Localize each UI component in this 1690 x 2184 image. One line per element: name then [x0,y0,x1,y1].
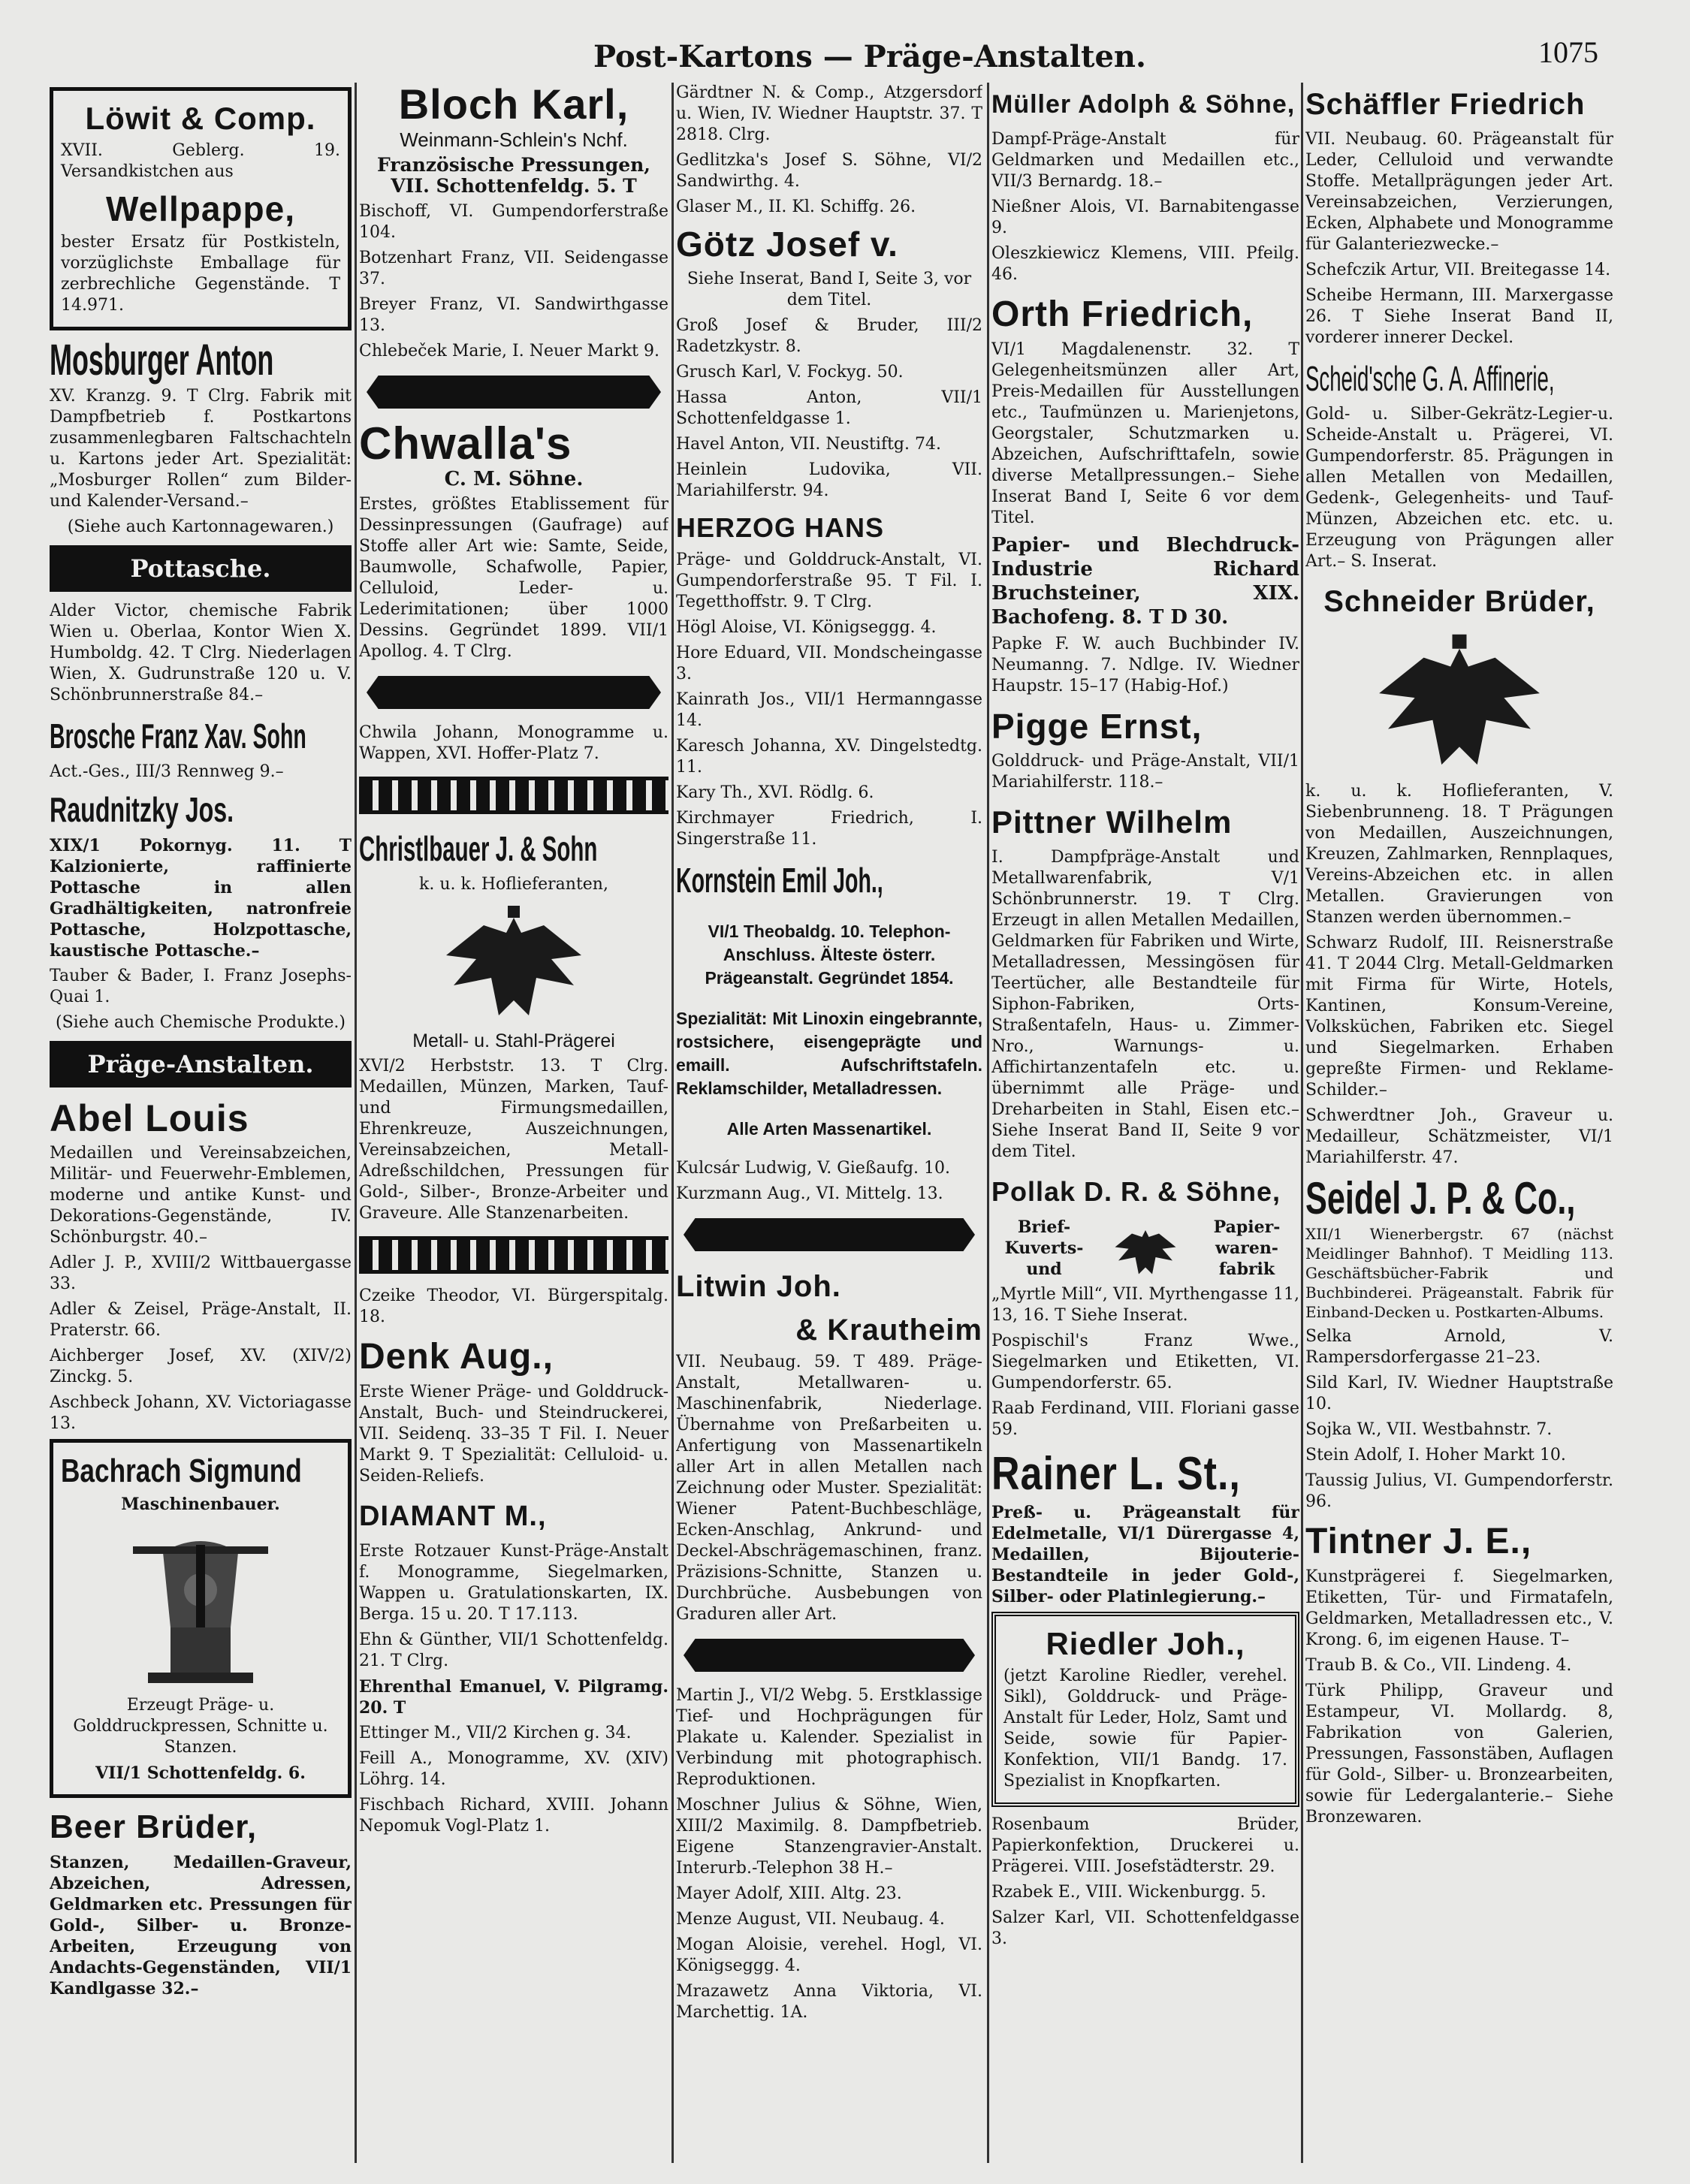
advertiser-name: Pigge Ernst, [991,707,1203,746]
advertiser-name: Denk Aug., [359,1337,554,1377]
entry-text: Erstes, größtes Etablissement für Dessinpressungen (Gaufrage) auf Stoffe aller Art wie: Samte, Seide, Baumwolle, Schafwolle, Papier, Celluloid, Leder- u. Lederimitationen; über 1000 Dessins. Gegründet 1899. VII/1 Apollog. 4. T Clrg. [359,495,668,661]
entry-text: XV. Kranzg. 9. T Clrg. Fabrik mit Dampfbetrieb f. Postkartons zusammenlegbaren Faltschachteln u. Kartons jeder Art. Spezialität: „Mosburger Rollen“ zum Bilder- und Kalender-Versand.– [50,387,352,511]
advertiser-name: Bachrach Sigmund [61,1452,302,1489]
column-3 [676,83,982,2163]
entry: Chwila Johann, Monogramme u. Wappen, XVI. Hoffer-Platz 7. [359,723,668,763]
entry: Ehrenthal Emanuel, V. Pilgramg. 20. T [359,1677,668,1718]
double-eagle-emblem [1369,631,1550,774]
entry: Adler & Zeisel, Präge-Anstalt, II. Praterstr. 66. [50,1300,352,1340]
entry: Bischoff, VI. Gumpendorferstraße 104. [359,202,668,242]
ad-bachrach [50,1439,352,1798]
decorative-band [684,1218,975,1251]
entry-text: Papier-waren-fabrik [1213,1217,1281,1279]
advertiser-name: Orth Friedrich, [991,294,1254,334]
entry: Martin J., VI/2 Webg. 5. Erstklassige Tief- und Hochprägungen für Plakate u. Kalender. Spezialist in Verbindung mit photographisch. Reproduktionen. [676,1686,982,1789]
entry-text: XVII. Geblerg. 19. Versandkistchen aus [61,141,340,181]
entry: Adler J. P., XVIII/2 Wittbauergasse 33. [50,1253,352,1293]
entry: Moschner Julius & Söhne, Wien, XIII/2 Maximilg. 8. Dampfbetrieb. Eigene Stanzengravier-Anstalt. Interurb.-Telephon 38 H.– [676,1796,982,1878]
advertiser-name: HERZOG HANS [676,512,885,543]
advertiser-name: Riedler Joh., [1046,1626,1245,1661]
advertiser-name: Schäffler Friedrich [1305,88,1586,121]
entry-text: XII/1 Wienerbergstr. 67 (nächst Meidlinger Bahnhof). T Meidling 113. Geschäftsbücher-Fabrik und Buchbinderei. Prägeanstalt. Fabrik für Einband-Decken u. Postkarten-Albums. [1305,1225,1613,1321]
entry-text: Kunstprägerei f. Siegelmarken, Etiketten, Tür- und Firmatafeln, Geldmarken, Metalladressen etc., V. Krong. 6, im eigenen Hause. T– [1305,1567,1613,1649]
ad-riedler [991,1612,1299,1807]
entry: Aschbeck Johann, XV. Victoriagasse 13. [50,1393,352,1433]
column-1 [50,83,352,2163]
column-rule [355,83,357,2163]
entry: Kirchmayer Friedrich, I. Singerstraße 11. [676,809,982,849]
entry: Feill A., Monogramme, XV. (XIV) Löhrg. 14. [359,1749,668,1789]
entry-text: VII. Neubaug. 60. Prägeanstalt für Leder, Celluloid und verwandte Stoffe. Metallprägungen jeder Art. Vereinsabzeichen, Verzierungen, Ecken, Alphabete und Monogramme für Galanteriezwecke.– [1305,130,1613,254]
entry: Hassa Anton, VII/1 Schottenfeldgasse 1. [676,388,982,428]
entry-text: Stanzen, Medaillen-Graveur, Abzeichen, Adressen, Geldmarken etc. Pressungen für Gold-, Silber- u. Bronze-Arbeiten, Erzeugung von Andachts-Gegenständen, VII/1 Kandlgasse 32.– [50,1853,352,1998]
entry-text: Erste Wiener Präge- und Golddruck-Anstalt, Buch- und Steindruckerei, VII. Seidenq. 33–35 T Fil. I. Neuer Markt 9. T Spezialität: Celluloid- u. Seiden-Reliefs. [359,1383,668,1486]
entry: Botzenhart Franz, VII. Seidengasse 37. [359,249,668,288]
advertiser-name: Raudnitzky Jos. [50,790,234,829]
advertiser-name: Scheid'sche G. A. Affinerie, [1305,359,1555,398]
double-eagle-emblem [1112,1220,1179,1281]
entry-text: VI/1 Magdalenenstr. 32. T Gelegenheitsmünzen aller Art, Preis-Medaillen für Ausstellungen etc., Taufmünzen u. Marienjetons, Georgstaler, Schutzmarken u. Abzeichen, Aufschrifttafeln, sowie diverse Metallpressungen.– Siehe Inserat Band I, Seite 6 vor dem Titel. [991,340,1299,527]
column-rule [987,83,989,2163]
section-heading: Präge-Anstalten. [50,1041,352,1087]
advertiser-name: Götz Josef v. [676,225,898,264]
advertiser-subtitle: k. u. k. Hoflieferanten, [419,875,608,894]
advertiser-name: Schneider Brüder, [1323,585,1595,618]
advertiser-name: Brosche Franz Xav. Sohn [50,716,306,756]
advertiser-name: Christlbauer J. & Sohn [359,829,598,868]
entry-note: (Siehe auch Kartonnagewaren.) [67,517,334,536]
entry: Schefczik Artur, VII. Breitegasse 14. [1305,261,1611,279]
pollak-emblem-row [991,1217,1299,1284]
column-4 [991,83,1299,2163]
entry: Taussig Julius, VI. Gumpendorferstr. 96. [1305,1471,1613,1511]
entry: Rosenbaum Brüder, Papierkonfektion, Druckerei u. Prägerei. VIII. Josefstädterstr. 29. [991,1815,1299,1876]
advertiser-name: Pittner Wilhelm [991,804,1233,840]
entry: Kary Th., XVI. Rödlg. 6. [676,783,874,802]
entry: Salzer Karl, VII. Schottenfeldgasse 3. [991,1908,1299,1948]
press-machine-illustration [118,1522,283,1688]
entry: Högl Aloise, VI. Königseggg. 4. [676,618,937,637]
entry-note: (Siehe auch Chemische Produkte.) [56,1013,346,1032]
entry: Selka Arnold, V. Rampersdorfergasse 21–23. [1305,1327,1613,1367]
entry: Mogan Aloisie, verehel. Hogl, VI. Königseggg. 4. [676,1935,982,1975]
entry: Schwerdtner Joh., Graveur u. Medailleur, Schätzmeister, VI/1 Mariahilferstr. 47. [1305,1106,1613,1167]
ornament-border [359,777,668,814]
entry: Hore Eduard, VII. Mondscheingasse 3. [676,644,982,683]
entry: Menze August, VII. Neubaug. 4. [676,1910,945,1929]
column-2 [359,83,668,2163]
entry: Pospischil's Franz Wwe., Siegelmarken und Etiketten, VI. Gumpendorferstr. 65. [991,1332,1299,1392]
entry: Sild Karl, IV. Wiedner Hauptstraße 10. [1305,1374,1613,1413]
page-number: 1075 [1538,35,1598,69]
advertiser-caption: Metall- u. Stahl-Prägerei [412,1030,615,1051]
advertiser-subtitle: Maschinenbauer. [121,1495,280,1514]
advertiser-name: Beer Brüder, [50,1808,258,1845]
entry: Aichberger Josef, XV. (XIV/2) Zinckg. 5. [50,1347,352,1386]
advertiser-name: Rainer L. St., [991,1448,1241,1501]
entry-text: Alle Arten Massenartikel. [726,1119,932,1139]
entry-text: bester Ersatz für Postkisteln, vorzüglichste Emballage für zerbrechliche Gegenstände. T 14.971. [61,233,340,315]
entry-text: k. u. k. Hoflieferanten, V. Siebenbrunneng. 18. T Prägungen von Medaillen, Auszeichnungen, Kreuzen, Zahlmarken, Rennplaques, Vereins-Abzeichen etc. in allen Metallen. Gravierungen von Stanzen werden übernommen.– [1305,782,1613,927]
entry-text: (jetzt Karoline Riedler, verehel. Sikl), Golddruck- und Präge-Anstalt für Leder, Holz, Samt und Seide, sowie für Papier-Konfektion, VII/1 Bandg. 17. Spezialist in Knopfkarten. [1003,1667,1287,1790]
entry: Karesch Johanna, XV. Dingelstedtg. 11. [676,737,982,777]
entry: Chlebeček Marie, I. Neuer Markt 9. [359,342,659,360]
page-header [0,33,1690,78]
advertiser-name: & Krautheim [795,1314,982,1347]
entry: Gedlitzka's Josef S. Söhne, VI/2 Sandwirthg. 4. [676,151,982,191]
entry-text: Golddruck- und Präge-Anstalt, VII/1 Mariahilferstr. 118.– [991,752,1299,792]
entry-text: Erste Rotzauer Kunst-Präge-Anstalt f. Monogramme, Siegelmarken, Wappen u. Gratulationskarten, IX. Berga. 15 u. 20. T 17.113. [359,1542,668,1624]
entry: Papke F. W. auch Buchbinder IV. Neumanng. 7. Ndlge. IV. Wiedner Haupstr. 15–17 (Habig-Hof.) [991,635,1299,695]
advertiser-name: Mosburger Anton [50,336,274,385]
entry: Kurzmann Aug., VI. Mittelg. 13. [676,1184,943,1203]
advertiser-name: Abel Louis [50,1097,249,1139]
product-name: Wellpappe, [106,189,295,228]
page-title: Post-Kartons — Präge-Anstalten. [593,39,1146,74]
entry-text: Brief-Kuverts- und [1004,1217,1084,1279]
entry-text: I. Dampfpräge-Anstalt und Metallwarenfabrik, V/1 Schönbrunnerstr. 19. T Clrg. Erzeugt in allen Metallen Medaillen, Geldmarken für Fabriken und Wirte, Metalladressen, Messingösen für Teertücher, alle Bestandteile für Siphon-Fabriken, Orts-Straßentafeln, Haus- u. Zimmer-Nro., Warnungs- u. Affichirtanzentafeln etc. u. übernimmt alle Präge- und Dreharbeiten in Stahl, Eisen etc.– Siehe Inserat Band II, Seite 9 vor dem Titel. [991,848,1299,1161]
column-rule [1301,83,1303,2163]
entry: Mayer Adolf, XIII. Altg. 23. [676,1884,902,1903]
entry-text: Französische Pressungen, VII. Schottenfeldg. 5. T [376,154,651,197]
entry: Papier- und Blechdruck-Industrie Richard Bruchsteiner, XIX. Bachofeng. 8. T D 30. [991,534,1299,629]
entry: Heinlein Ludovika, VII. Mariahilferstr. 94. [676,460,982,500]
advertiser-name: Löwit & Comp. [85,101,316,136]
column-5 [1305,83,1613,2163]
entry: Scheibe Hermann, III. Marxergasse 26. T Siehe Inserat Band II, vorderer innerer Deckel. [1305,286,1613,347]
advertiser-name: Litwin Joh. [676,1270,841,1303]
advertiser-address: VII/1 Schottenfeldg. 6. [95,1763,306,1783]
entry: Rzabek E., VIII. Wickenburgg. 5. [991,1883,1266,1902]
ad-lowit [50,87,352,330]
entry: Oleszkiewicz Klemens, VIII. Pfeilg. 46. [991,244,1299,284]
advertiser-name: DIAMANT M., [359,1501,547,1532]
entry: Sojka W., VII. Westbahnstr. 7. [1305,1420,1553,1439]
advertiser-name: Kornstein Emil Joh., [676,861,883,900]
advertiser-name: Müller Adolph & Söhne, [991,90,1296,119]
entry-text: Medaillen und Vereinsabzeichen, Militär- und Feuerwehr-Emblemen, moderne und antike Kunst- und Dekorations-Gegenstände, IV. Schönburgstr. 40.– [50,1144,352,1247]
entry: Alder Victor, chemische Fabrik Wien u. Oberlaa, Kontor Wien X. Humboldg. 42. T Clrg. Niederlagen Wien, X. Gudrunstraße 120 u. V. Schönbrunnerstraße 84.– [50,602,352,704]
entry-text: Preß- u. Prägeanstalt für Edelmetalle, VI/1 Dürergasse 4, Medaillen, Bijouterie-Bestandteile in jeder Gold-, Silber- oder Platinlegierung.– [991,1503,1299,1606]
entry: Breyer Franz, VI. Sandwirthgasse 13. [359,295,668,335]
ornament-border [359,1236,668,1274]
entry-text: XVI/2 Herbststr. 13. T Clrg. Medaillen, Münzen, Marken, Tauf- und Firmungsmedaillen, Ehrenkreuze, Auszeichnungen, Vereinsabzeichen, Metall-Adreßschildchen, Pressungen für Gold-, Silber-, Bronze-Arbeiter und Graveure. Alle Stanzenarbeiten. [359,1057,668,1223]
column-rule [671,83,674,2163]
entry: Traub B. & Co., VII. Lindeng. 4. [1305,1656,1572,1675]
entry: Kulcsár Ludwig, V. Gießaufg. 10. [676,1159,951,1178]
entry: Grusch Karl, V. Fockyg. 50. [676,363,904,382]
entry-text: VI/1 Theobaldg. 10. Telephon-Anschluss. Älteste österr. Prägeanstalt. Gegründet 1854. [705,922,954,988]
entry: Czeike Theodor, VI. Bürgerspitalg. 18. [359,1287,668,1326]
entry-text: Erzeugt Präge- u. Golddruckpressen, Schnitte u. Stanzen. [73,1696,328,1757]
entry-text: Spezialität: Mit Linoxin eingebrannte, rostsichere, eisengeprägte und emaill. Aufschriftstafeln. Reklamschilder, Metalladressen. [676,1009,982,1098]
advertiser-name: Tintner J. E., [1305,1522,1532,1561]
entry: Glaser M., II. Kl. Schiffg. 26. [676,198,916,216]
entry: Mrazawetz Anna Viktoria, VI. Marchettig. 1A. [676,1982,982,2022]
decorative-band [367,676,661,709]
entry: Schwarz Rudolf, III. Reisnerstraße 41. T 2044 Clrg. Metall-Geldmarken mit Firma für Wirte, Hotels, Kantinen, Konsum-Vereine, Volksküchen, Fabriken etc. Siegel und Siegelmarken. Erhaben gepreßte Firmen- und Reklame-Schilder.– [1305,934,1613,1100]
decorative-band [684,1639,975,1672]
entry: Havel Anton, VII. Neustiftg. 74. [676,435,941,454]
entry: Ettinger M., VII/2 Kirchen g. 34. [359,1724,632,1742]
entry: Türk Philipp, Graveur und Estampeur, VI. Mollardg. 8, Fabrikation von Galerien, Pressungen, Fassonstäben, Auflagen für Gold-, Silber- u. Bronzearbeiten, sowie für Ledergalanterie.– Siehe Bronzewaren. [1305,1682,1613,1827]
entry-text: Siehe Inserat, Band I, Seite 3, vor dem Titel. [687,270,972,309]
advertiser-subtitle: C. M. Söhne. [444,468,584,490]
entry: Gärdtner N. & Comp., Atzgersdorf u. Wien, IV. Wiedner Hauptstr. 37. T 2818. Clrg. [676,83,982,144]
entry-text: Gold- u. Silber-Gekrätz-Legier-u. Scheide-Anstalt u. Prägerei, VI. Gumpendorferstr. 85. Prägungen in allen Metallen von Medaillen, Gedenk-, Gelegenheits- und Tauf-Münzen, Abzeichen etc. etc. u. Erzeugung von Prägungen aller Art.– S. Inserat. [1305,405,1613,571]
advertiser-name: Chwalla's [359,418,572,469]
entry-text: Act.-Ges., III/3 Rennweg 9.– [50,762,284,781]
entry: Stein Adolf, I. Hoher Markt 10. [1305,1446,1566,1465]
advertiser-name: Bloch Karl, [398,83,629,128]
entry-text: XIX/1 Pokornyg. 11. T Kalzionierte, raffinierte Pottasche in allen Gradhältigkeiten, natronfreie Pottasche, Holzpottasche, kaustische Pottasche.– [50,836,352,961]
entry: Ehn & Günther, VII/1 Schottenfeldg. 21. T Clrg. [359,1630,668,1670]
entry: Groß Josef & Bruder, III/2 Radetzkystr. 8. [676,316,982,356]
entry: Fischbach Richard, XVIII. Johann Nepomuk Vogl-Platz 1. [359,1796,668,1836]
advertiser-name: Seidel J. P. & Co., [1305,1173,1576,1223]
entry-text: Präge- und Golddruck-Anstalt, VI. Gumpendorferstraße 95. T Fil. I. Tegetthoffstr. 9. T Clrg. [676,551,982,611]
entry: Nießner Alois, VI. Barnabitengasse 9. [991,198,1299,237]
entry: Tauber & Bader, I. Franz Josephs-Quai 1. [50,967,352,1006]
advertiser-subtitle: Weinmann-Schlein's Nchf. [400,128,628,151]
decorative-band [367,376,661,409]
entry: Kainrath Jos., VII/1 Hermanngasse 14. [676,690,982,730]
entry-text: VII. Neubaug. 59. T 489. Präge-Anstalt, Metallwaren- u. Maschinenfabrik, Niederlage. Übernahme von Preßarbeiten u. Anfertigung von Massenartikeln aller Art in allen Metallen nach Zeichnung oder Muster. Spezialität: Wiener Patent-Buchbeschläge, Ecken-Anschlag, Ankrund- und Deckel-Abschrägemaschinen, franz. Präzisions-Schnitte, Stanzen u. Durchbrüche. Ausbebungen von Graduren aller Art. [676,1353,982,1624]
advertiser-name: Pollak D. R. & Söhne, [991,1176,1281,1207]
section-heading: Pottasche. [50,545,352,592]
entry-text: „Myrtle Mill“, VII. Myrthengasse 11, 13, 16. T Siehe Inserat. [991,1285,1299,1325]
entry-text: Dampf-Präge-Anstalt für Geldmarken und Medaillen etc., VII/3 Bernardg. 18.– [991,130,1299,191]
double-eagle-emblem [439,903,589,1023]
entry: Raab Ferdinand, VIII. Floriani gasse 59. [991,1399,1299,1439]
